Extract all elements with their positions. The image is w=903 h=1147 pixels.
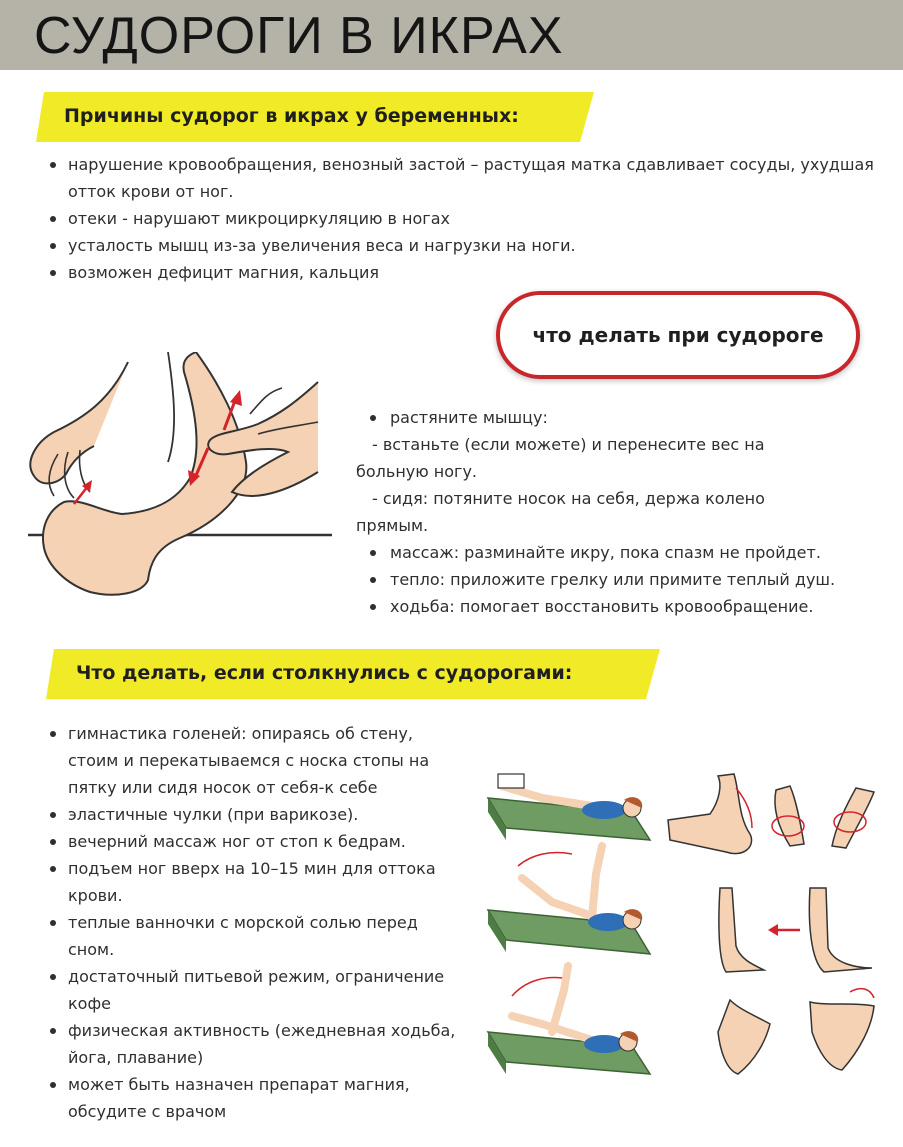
foot-stretch-illustration: [660, 770, 892, 1090]
list-item: достаточный питьевой режим, ограничение кофе: [46, 963, 466, 1017]
list-item: физическая активность (ежедневная ходьба, йога, плавание): [46, 1017, 466, 1071]
foot-flex-panel: [668, 774, 752, 854]
list-subitem: - встаньте (если можете) и перенесите вес на больную ногу.: [356, 435, 765, 481]
list-item: нарушение кровообращения, венозный застой – растущая матка сдавливает сосуды, ухудшая отток крови от ног.: [46, 151, 876, 205]
cramp-action-badge: [496, 291, 860, 379]
toe-spread-panel: [718, 989, 874, 1074]
list-item: массаж: разминайте икру, пока спазм не пройдет.: [356, 539, 886, 566]
list-item: отеки - нарушают микроциркуляцию в ногах: [46, 205, 876, 232]
list-item: ходьба: помогает восстановить кровообращение.: [356, 593, 886, 620]
title-bar: [0, 0, 903, 70]
list-item: эластичные чулки (при варикозе).: [46, 801, 466, 828]
list-subitem: - сидя: потяните носок на себя, держа колено прямым.: [356, 489, 765, 535]
causes-list: [46, 151, 876, 286]
exercise-panel-2: [488, 846, 650, 954]
leg-shape: [43, 352, 246, 595]
cramp-action-badge-label: что делать при судороге: [532, 323, 824, 347]
causes-heading: Причины судорог в икрах у беременных:: [64, 105, 519, 127]
leg-exercises-illustration: [482, 770, 664, 1090]
list-item: усталость мышц из-за увеличения веса и нагрузки на ноги.: [46, 232, 876, 259]
prevention-heading: Что делать, если столкнулись с судорогами:: [76, 662, 573, 684]
foot-rotate-panel: [772, 786, 874, 848]
list-item: вечерний массаж ног от стоп к бедрам.: [46, 828, 466, 855]
list-item: растяните мышцу:: [356, 404, 886, 431]
list-item: возможен дефицит магния, кальция: [46, 259, 876, 286]
prevention-list: [46, 720, 466, 1125]
heel-raise-panel: [719, 888, 872, 972]
list-item: гимнастика голеней: опираясь об стену, стоим и перекатываемся с носка стопы на пятку или сидя носок от себя-к себе: [46, 720, 466, 801]
list-item: может быть назначен препарат магния, обсудите с врачом: [46, 1071, 466, 1125]
page-title: СУДОРОГИ В ИКРАХ: [34, 7, 564, 65]
cramp-action-list: [356, 404, 886, 620]
exercise-panel-3: [488, 966, 650, 1074]
list-item: подъем ног вверх на 10–15 мин для оттока крови.: [46, 855, 466, 909]
list-item: тепло: приложите грелку или примите теплый душ.: [356, 566, 886, 593]
list-item: теплые ванночки с морской солью перед сном.: [46, 909, 466, 963]
leg-massage-illustration: [18, 352, 338, 602]
exercise-panel-1: [488, 774, 650, 840]
